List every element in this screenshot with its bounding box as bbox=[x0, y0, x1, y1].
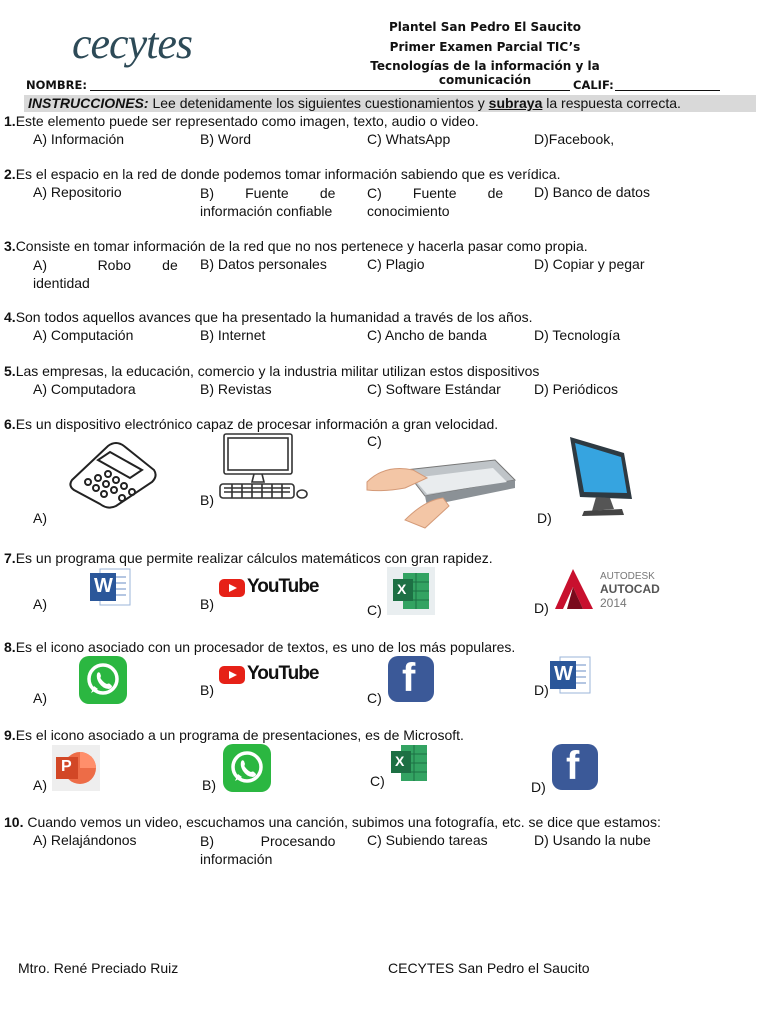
logo-text: cecytes bbox=[72, 19, 192, 68]
question-6: 6.Es un dispositivo electrónico capaz de procesar información a gran velocidad. bbox=[4, 416, 499, 432]
question-1: 1.Este elemento puede ser representado como imagen, texto, audio o video. bbox=[4, 113, 479, 129]
option-7b[interactable]: B) bbox=[200, 596, 214, 612]
option-2a[interactable]: A) Repositorio bbox=[33, 184, 122, 200]
option-10a[interactable]: A) Relajándonos bbox=[33, 832, 137, 848]
option-6a[interactable]: A) bbox=[33, 510, 47, 526]
youtube-logo[interactable]: YouTube bbox=[219, 664, 309, 686]
question-2: 2.Es el espacio en la red de donde podemos tomar información sabiendo que es verídica. bbox=[4, 166, 561, 182]
question-3: 3.Consiste en tomar información de la red que no nos pertenece y hacerla pasar como propia. bbox=[4, 238, 588, 254]
option-1c[interactable]: C) WhatsApp bbox=[367, 131, 451, 147]
option-6c[interactable]: C) bbox=[367, 433, 382, 449]
option-10d[interactable]: D) Usando la nube bbox=[534, 832, 651, 848]
scanner-icon bbox=[365, 450, 520, 532]
option-1a[interactable]: A) Información bbox=[33, 131, 125, 147]
youtube-logo[interactable]: YouTube bbox=[219, 577, 309, 599]
option-10c[interactable]: C) Subiendo tareas bbox=[367, 832, 488, 848]
option-8d[interactable]: D) bbox=[534, 682, 549, 698]
option-9b[interactable]: B) bbox=[202, 777, 216, 793]
nombre-label: NOMBRE: bbox=[26, 78, 87, 92]
option-9a[interactable]: A) bbox=[33, 777, 47, 793]
option-1d[interactable]: D)Facebook, bbox=[534, 131, 615, 147]
option-4d[interactable]: D) Tecnología bbox=[534, 327, 621, 343]
option-7c[interactable]: C) bbox=[367, 602, 382, 618]
option-4c[interactable]: C) Ancho de banda bbox=[367, 327, 487, 343]
option-9d[interactable]: D) bbox=[531, 779, 546, 795]
desktop-computer-icon bbox=[218, 432, 308, 504]
word-icon[interactable]: W bbox=[550, 655, 592, 697]
exam-title: Primer Examen Parcial TIC’s bbox=[389, 40, 581, 54]
instructions-label: INSTRUCCIONES: bbox=[28, 95, 149, 111]
option-7d[interactable]: D) bbox=[534, 600, 549, 616]
option-3a[interactable]: A) Robo de identidad bbox=[33, 257, 178, 291]
option-2c[interactable]: C) Fuente de conocimiento bbox=[367, 185, 504, 219]
option-1b[interactable]: B) Word bbox=[200, 131, 252, 147]
excel-icon[interactable]: X bbox=[391, 741, 431, 785]
instructions-emph: subraya bbox=[488, 95, 543, 111]
calculator-icon bbox=[68, 440, 158, 510]
question-9: 9.Es el icono asociado a un programa de presentaciones, es de Microsoft. bbox=[4, 727, 464, 743]
question-8: 8.Es el icono asociado con un procesador de textos, es uno de los más populares. bbox=[4, 639, 516, 655]
option-7a[interactable]: A) bbox=[33, 596, 47, 612]
subject-title: Tecnologías de la información y la comunicación bbox=[370, 59, 600, 87]
cecytes-logo bbox=[72, 18, 224, 74]
calif-label: CALIF: bbox=[573, 78, 614, 92]
autocad-logo[interactable]: AUTODESK AUTOCAD 2014 bbox=[553, 567, 655, 613]
option-5a[interactable]: A) Computadora bbox=[33, 381, 136, 397]
option-3b[interactable]: B) Datos personales bbox=[200, 256, 327, 272]
option-6b[interactable]: B) bbox=[200, 492, 214, 508]
facebook-icon[interactable]: f bbox=[552, 744, 598, 790]
word-icon[interactable]: W bbox=[90, 567, 132, 609]
nombre-field[interactable] bbox=[90, 90, 570, 91]
school-name: Plantel San Pedro El Saucito bbox=[388, 20, 582, 34]
powerpoint-icon[interactable]: P bbox=[52, 745, 100, 791]
monitor-icon bbox=[566, 435, 636, 517]
option-4b[interactable]: B) Internet bbox=[200, 327, 266, 343]
option-3d[interactable]: D) Copiar y pegar bbox=[534, 256, 645, 272]
whatsapp-icon[interactable] bbox=[79, 656, 127, 709]
option-2b[interactable]: B) Fuente de información confiable bbox=[200, 185, 336, 219]
option-4a[interactable]: A) Computación bbox=[33, 327, 134, 343]
option-6d[interactable]: D) bbox=[537, 510, 552, 526]
option-3c[interactable]: C) Plagio bbox=[367, 256, 425, 272]
option-9c[interactable]: C) bbox=[370, 773, 385, 789]
facebook-icon[interactable]: f bbox=[388, 656, 434, 702]
option-5c[interactable]: C) Software Estándar bbox=[367, 381, 501, 397]
option-5d[interactable]: D) Periódicos bbox=[534, 381, 619, 397]
question-5: 5.Las empresas, la educación, comercio y la industria militar utilizan estos dispositivos bbox=[4, 363, 540, 379]
school-footer: CECYTES San Pedro el Saucito bbox=[388, 960, 590, 976]
option-8b[interactable]: B) bbox=[200, 682, 214, 698]
whatsapp-icon[interactable] bbox=[223, 744, 271, 797]
question-4: 4.Son todos aquellos avances que ha presentado la humanidad a través de los años. bbox=[4, 309, 533, 325]
question-10: 10. Cuando vemos un video, escuchamos una canción, subimos una fotografía, etc. se dice que estamos: bbox=[4, 814, 661, 830]
calif-field[interactable] bbox=[615, 90, 720, 91]
question-7: 7.Es un programa que permite realizar cálculos matemáticos con gran rapidez. bbox=[4, 550, 493, 566]
instructions: INSTRUCCIONES: Lee detenidamente los siguientes cuestionamientos y subraya la respuesta correcta. bbox=[28, 95, 681, 111]
teacher-name: Mtro. René Preciado Ruiz bbox=[18, 960, 179, 976]
option-8a[interactable]: A) bbox=[33, 690, 47, 706]
option-2d[interactable]: D) Banco de datos bbox=[534, 184, 650, 200]
option-5b[interactable]: B) Revistas bbox=[200, 381, 272, 397]
excel-icon[interactable]: X bbox=[387, 567, 435, 615]
option-8c[interactable]: C) bbox=[367, 690, 382, 706]
option-10b[interactable]: B) Procesando información bbox=[200, 833, 336, 867]
